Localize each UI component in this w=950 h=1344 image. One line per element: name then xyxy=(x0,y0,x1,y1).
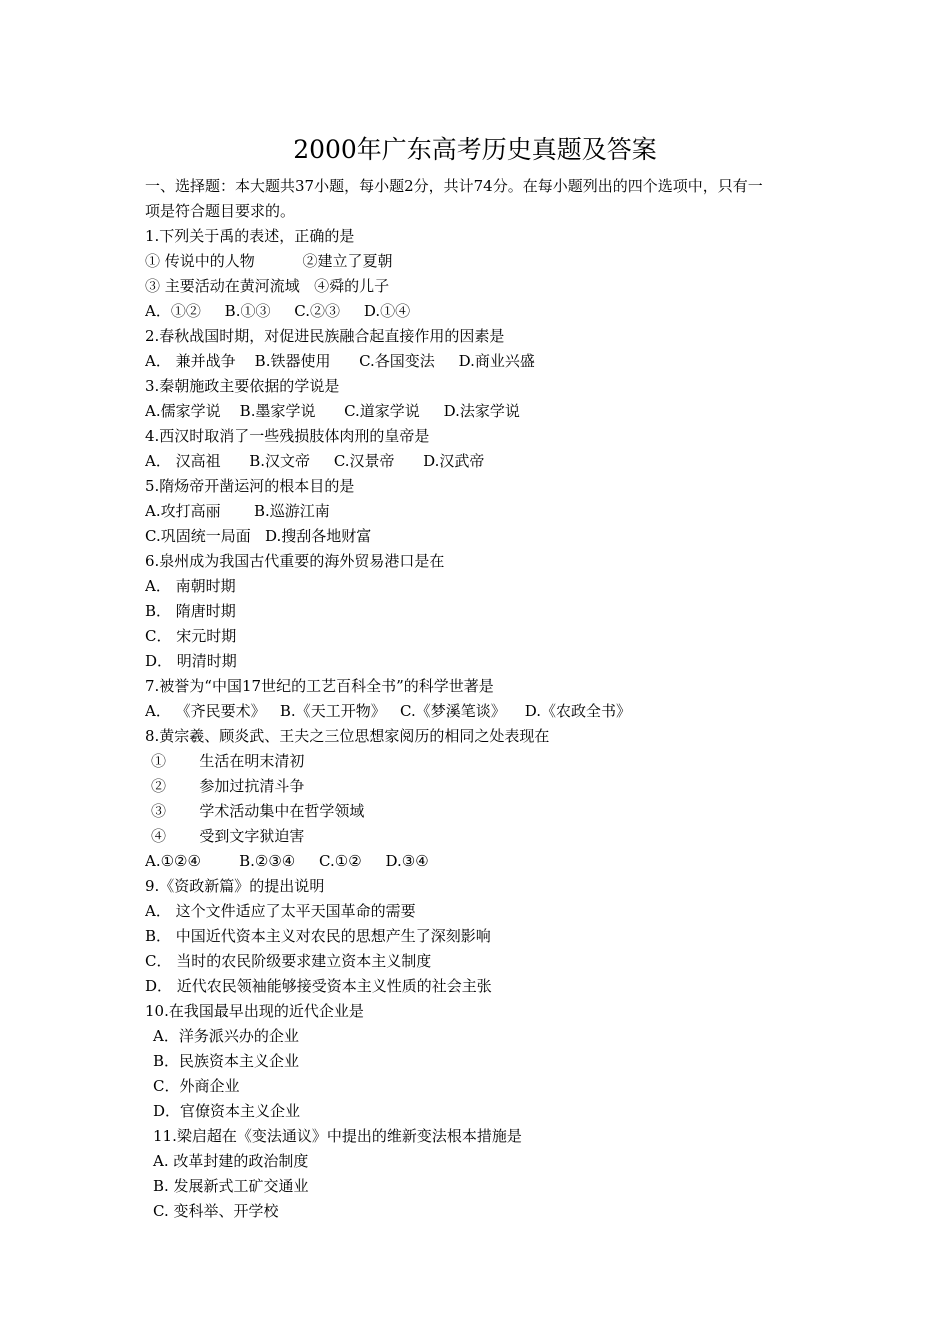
text-line: A． 兼并战争 B.铁器使用 C.各国变法 D.商业兴盛 xyxy=(145,352,535,370)
text-line: B．民族资本主义企业 xyxy=(153,1052,300,1070)
text-line: ③ 主要活动在黄河流域 ④舜的儿子 xyxy=(145,277,390,295)
text-line: A．洋务派兴办的企业 xyxy=(153,1027,299,1045)
text-line: A． 南朝时期 xyxy=(145,577,236,595)
text-line: C． 当时的农民阶级要求建立资本主义制度 xyxy=(145,952,432,970)
text-line: A.①②④ B.②③④ C.①② D.③④ xyxy=(145,852,429,870)
text-line: 6.泉州成为我国古代重要的海外贸易港口是在 xyxy=(145,552,445,570)
text-line: ③ 学术活动集中在哲学领域 xyxy=(151,802,365,820)
text-line: 一、选择题：本大题共37小题，每小题2分，共计74分。在每小题列出的四个选项中，只有一 xyxy=(145,177,763,195)
text-line: ① 传说中的人物 ②建立了夏朝 xyxy=(145,252,393,270)
text-line: 1.下列关于禹的表述，正确的是 xyxy=(145,227,355,245)
text-line: A． 汉高祖 B.汉文帝 C.汉景帝 D.汉武帝 xyxy=(145,452,485,470)
text-line: ② 参加过抗清斗争 xyxy=(151,777,305,795)
text-line: 项是符合题目要求的。 xyxy=(145,202,296,220)
text-line: 3.秦朝施政主要依据的学说是 xyxy=(145,377,340,395)
text-line: ① 生活在明末清初 xyxy=(151,752,305,770)
text-line: D． 明清时期 xyxy=(145,652,237,670)
text-line: A． 《齐民要术》 B.《天工开物》 C.《梦溪笔谈》 D.《农政全书》 xyxy=(145,702,632,720)
text-line: C.巩固统一局面 D.搜刮各地财富 xyxy=(145,527,372,545)
text-line: ④ 受到文字狱迫害 xyxy=(151,827,305,845)
text-line: D．官僚资本主义企业 xyxy=(153,1102,301,1120)
document-body xyxy=(145,174,825,1224)
text-line: B． 隋唐时期 xyxy=(145,602,236,620)
text-line: D． 近代农民领袖能够接受资本主义性质的社会主张 xyxy=(145,977,492,995)
text-line: B. 发展新式工矿交通业 xyxy=(153,1177,309,1195)
text-line: A. 改革封建的政治制度 xyxy=(153,1152,309,1170)
text-line: 11.梁启超在《变法通议》中提出的维新变法根本措施是 xyxy=(153,1127,522,1145)
text-line: 9.《资政新篇》的提出说明 xyxy=(145,877,325,895)
text-line: 5.隋炀帝开凿运河的根本目的是 xyxy=(145,477,355,495)
text-line: 8.黄宗羲、顾炎武、王夫之三位思想家阅历的相同之处表现在 xyxy=(145,727,550,745)
text-line: A.儒家学说 B.墨家学说 C.道家学说 D.法家学说 xyxy=(145,402,520,420)
text-line: 4.西汉时取消了一些残损肢体肉刑的皇帝是 xyxy=(145,427,430,445)
text-line: A.攻打高丽 B.巡游江南 xyxy=(145,502,330,520)
text-line: A． 这个文件适应了太平天国革命的需要 xyxy=(145,902,416,920)
text-line: C． 宋元时期 xyxy=(145,627,237,645)
text-line: C．外商企业 xyxy=(153,1077,240,1095)
text-line: 2.春秋战国时期，对促进民族融合起直接作用的因素是 xyxy=(145,327,505,345)
text-line: 7.被誉为“中国17世纪的工艺百科全书”的科学世著是 xyxy=(145,677,494,695)
text-line: C. 变科举、开学校 xyxy=(153,1202,279,1220)
document-title: 2000年广东高考历史真题及答案 xyxy=(293,135,657,164)
text-line: B． 中国近代资本主义对农民的思想产生了深刻影响 xyxy=(145,927,491,945)
text-line: A．①② B.①③ C.②③ D.①④ xyxy=(145,302,411,320)
text-line: 10.在我国最早出现的近代企业是 xyxy=(145,1002,364,1020)
